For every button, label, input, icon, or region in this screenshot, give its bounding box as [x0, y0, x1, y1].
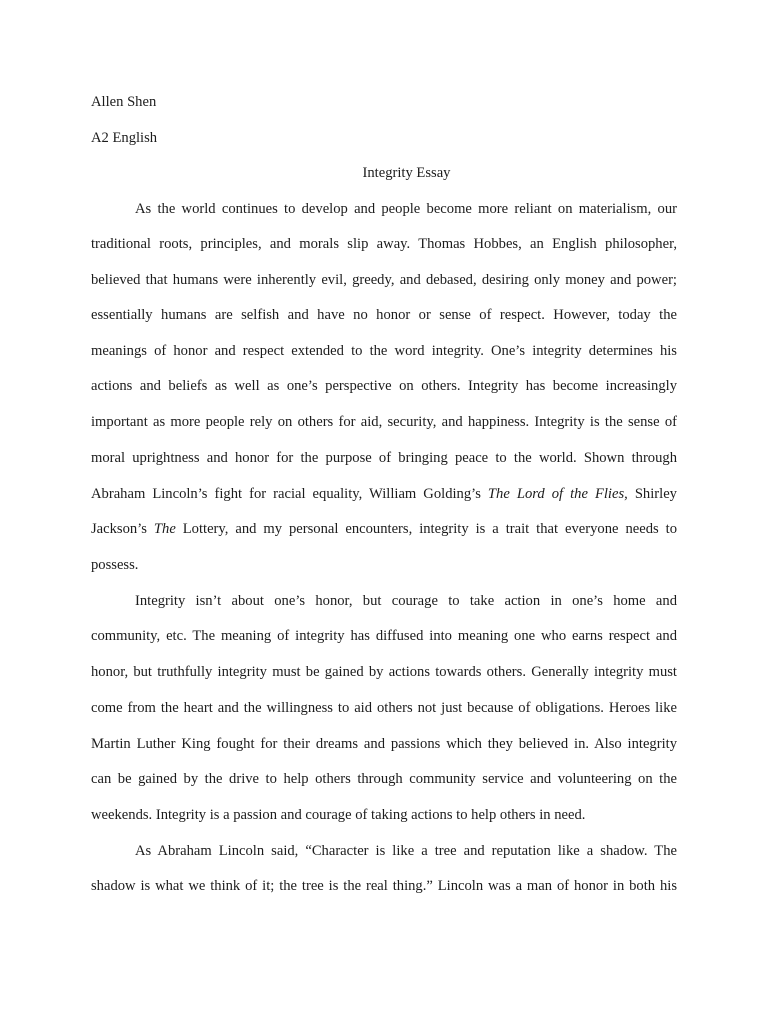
- paragraph-1-line-3: believed that humans were inherently evil, greedy, and debased, desiring only money and power;: [91, 272, 677, 288]
- course-name: A2 English: [91, 130, 158, 146]
- story-title-italic: The: [153, 521, 176, 537]
- paragraph-2-line-1: Integrity isn’t about one’s honor, but courage to take action in one’s home and: [135, 593, 677, 609]
- paragraph-1-line-7: important as more people rely on others for aid, security, and happiness. Integrity is the sense of: [91, 414, 677, 430]
- paragraph-2-line-2: community, etc. The meaning of integrity has diffused into meaning one who earns respect and: [91, 628, 677, 644]
- essay-title: Integrity Essay: [362, 165, 451, 181]
- text-segment: , Shirley: [624, 486, 677, 502]
- paragraph-3-line-2: shadow is what we think of it; the tree is the real thing.” Lincoln was a man of honor in both his: [91, 878, 677, 894]
- paragraph-2-line-4: come from the heart and the willingness to aid others not just because of obligations. Heroes like: [91, 700, 677, 716]
- paragraph-1-line-8: moral uprightness and honor for the purpose of bringing peace to the world. Shown through: [91, 450, 677, 466]
- paragraph-3-line-1: As Abraham Lincoln said, “Character is like a tree and reputation like a shadow. The: [135, 843, 677, 859]
- paragraph-1-line-4: essentially humans are selfish and have no honor or sense of respect. However, today the: [91, 307, 677, 323]
- paragraph-2-line-5: Martin Luther King fought for their dreams and passions which they believed in. Also integrity: [91, 736, 677, 752]
- author-name: Allen Shen: [91, 94, 157, 110]
- paragraph-1-line-9: [91, 485, 677, 503]
- book-title-italic: The Lord of the Flies: [487, 486, 625, 502]
- paragraph-1-line-1: As the world continues to develop and people become more reliant on materialism, our: [135, 201, 677, 217]
- text-segment: Jackson’s: [91, 521, 154, 537]
- paragraph-1-line-10: [91, 520, 677, 538]
- paragraph-1-line-2: traditional roots, principles, and morals slip away. Thomas Hobbes, an English philosopher,: [91, 236, 677, 252]
- text-segment: Abraham Lincoln’s fight for racial equality, William Golding’s: [91, 486, 488, 502]
- paragraph-1-line-5: meanings of honor and respect extended to the word integrity. One’s integrity determines his: [91, 343, 677, 359]
- text-segment: Lottery, and my personal encounters, integrity is a trait that everyone needs to: [175, 521, 677, 537]
- paragraph-2-line-3: honor, but truthfully integrity must be gained by actions towards others. Generally integrity must: [91, 664, 677, 680]
- paragraph-2-line-6: can be gained by the drive to help others through community service and volunteering on the: [91, 771, 677, 787]
- paragraph-1-line-11: possess.: [91, 557, 139, 573]
- paragraph-1-line-6: actions and beliefs as well as one’s perspective on others. Integrity has become increasingly: [91, 378, 677, 394]
- paragraph-2-line-7: weekends. Integrity is a passion and courage of taking actions to help others in need.: [91, 807, 586, 823]
